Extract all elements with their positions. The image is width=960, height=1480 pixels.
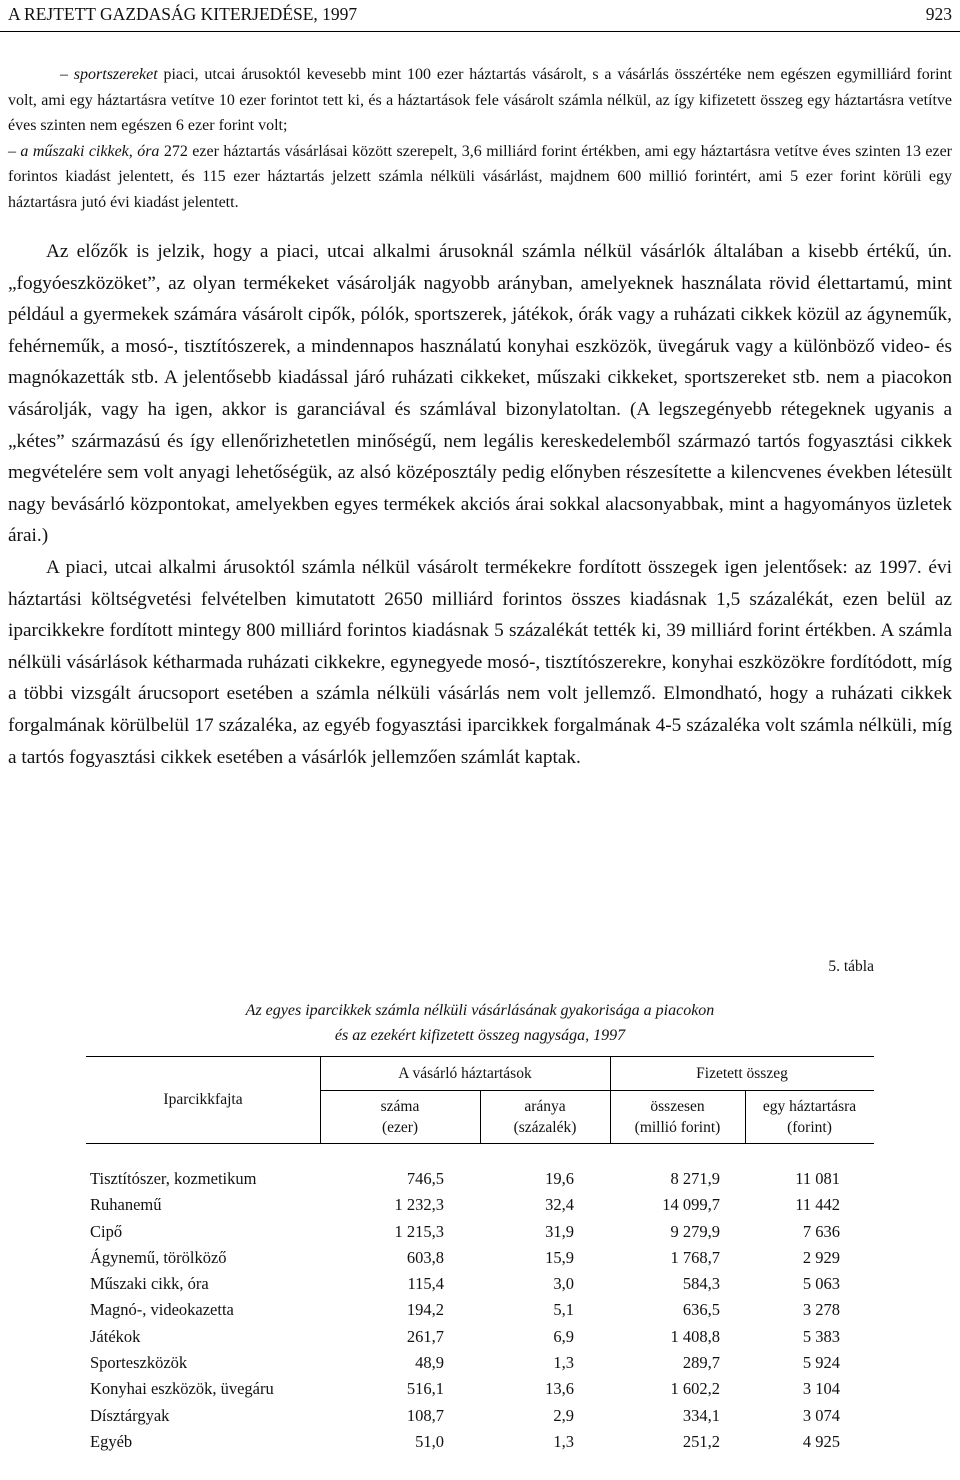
cell-number: 516,1 (406, 1379, 444, 1399)
cell-share: 32,4 (545, 1195, 574, 1215)
cell-number: 48,9 (415, 1353, 444, 1373)
table-row (86, 1297, 840, 1323)
cell-per-household: 11 442 (795, 1195, 840, 1215)
col-header-unit: (forint) (787, 1119, 832, 1136)
cell-number: 51,0 (415, 1431, 444, 1451)
cell-total: 1 602,2 (670, 1379, 720, 1399)
cell-total: 14 099,7 (662, 1195, 720, 1215)
cell-total: 8 271,9 (670, 1169, 720, 1188)
table-body (86, 1166, 840, 1455)
cell-number: 108,7 (406, 1405, 444, 1425)
running-title: A REJTETT GAZDASÁG KITERJEDÉSE, 1997 (8, 4, 358, 24)
col-header-unit: (százalék) (513, 1119, 577, 1136)
cell-total: 334,1 (682, 1405, 720, 1425)
body-paragraph: Az előzők is jelzik, hogy a piaci, utcai alkalmi árusoknál számla nélkül vásárlók általában a kisebb értékű, ún. „fogyóeszközöket”, az olyan termékeket vásárolják nagyobb arányban, amelyeknek használata rövid élettartamú, mint például a gyermekek számára vásárolt cipők, pólók, sportszerek, játékok, órák vagy a ruházati cikkek közül az ágyneműk, fehérneműk, a mosó-, tisztítószerek, a mindennapos használatú konyhai eszközök, üvegáruk vagy a különböző video- és magnókazetták stb. A jelentősebb kiadással járó ruházati cikkeket, műszaki cikkeket, sportszereket stb. nem a piacokon vásárolják, vagy ha igen, akkor is garanciával és számlával bizonylatoltan. (A legszegényebb rétegeknek ugyanis a „kétes” származású és így ellenőrizhetetlen minőségű, nem legális kereskedelemből származó tartós fogyasztási cikkek megvételére sem volt anyagi lehetőségük, az alsó középosztály pedig előnyben részesítette a kilencvenes években létesült nagy bevásárló központokat, amelyekben egyes termékek akciós árai sokkal alacsonyabbak, mint a hagyományos üzletek árai.) (8, 241, 952, 547)
table-top-rule (86, 1056, 874, 1057)
data-table (86, 1166, 840, 1455)
col-header-share (480, 1096, 610, 1138)
table-row (86, 1192, 840, 1218)
cell-per-household: 3 278 (802, 1300, 840, 1320)
cell-per-household: 7 636 (802, 1221, 840, 1241)
row-label: Műszaki cikk, óra (90, 1274, 209, 1294)
cell-number: 194,2 (406, 1300, 444, 1320)
col-header-total (610, 1096, 745, 1138)
cell-number: 261,7 (406, 1326, 444, 1346)
row-label: Játékok (90, 1326, 141, 1346)
stub-header: Iparcikkfajta (163, 1091, 243, 1108)
table-caption-line-2: és az ezekért kifizetett összeg nagysága, 1997 (334, 1027, 626, 1044)
italic-lead: – sportszereket (60, 66, 158, 83)
cell-total: 1 768,7 (670, 1247, 720, 1267)
cell-share: 19,6 (545, 1169, 574, 1188)
col-header-number (320, 1096, 480, 1138)
group-header-amount: Fizetett összeg (696, 1065, 788, 1082)
row-label: Cipő (90, 1221, 123, 1241)
cell-per-household: 11 081 (795, 1169, 840, 1188)
table-row (86, 1350, 840, 1376)
table-row (86, 1403, 840, 1429)
cell-number: 1 215,3 (394, 1221, 444, 1241)
row-label: Egyéb (90, 1431, 133, 1451)
cell-share: 3,0 (553, 1274, 574, 1294)
row-label: Ágynemű, törölköző (90, 1247, 227, 1267)
cell-per-household: 2 929 (802, 1247, 840, 1267)
cell-per-household: 4 925 (802, 1431, 840, 1451)
running-header (0, 0, 960, 32)
table-row (86, 1245, 840, 1271)
cell-per-household: 5 383 (802, 1326, 840, 1346)
table-caption-line-1: Az egyes iparcikkek számla nélküli vásárlásának gyakorisága a piacokon (245, 1002, 715, 1019)
cell-share: 5,1 (553, 1300, 574, 1320)
cell-per-household: 3 074 (802, 1405, 840, 1425)
row-label: Tisztítószer, kozmetikum (90, 1169, 257, 1188)
cell-total: 584,3 (682, 1274, 720, 1294)
cell-share: 1,3 (553, 1431, 574, 1451)
table-label: 5. tábla (828, 958, 874, 975)
list-paragraph (8, 62, 952, 139)
paragraph-text: 272 ezer háztartás vásárlásai között szerepelt, 3,6 milliárd forint értékben, ami egy háztartásra vetítve éves szinten 13 ezer forintos kiadást jelentett, és 115 ezer háztartás jelzett számla nélküli vásárlást, majdnem 600 millió forintért, ami 5 ezer forint körüli egy háztartásra jutó évi kiadást jelentett. (8, 142, 952, 211)
col-header-unit: (ezer) (381, 1119, 419, 1136)
col-header-unit: (millió forint) (634, 1119, 721, 1136)
cell-share: 15,9 (545, 1247, 574, 1267)
cell-per-household: 3 104 (802, 1379, 840, 1399)
cell-per-household: 5 924 (802, 1353, 840, 1373)
col-header-line: egy háztartásra (762, 1098, 857, 1115)
cell-number: 1 232,3 (394, 1195, 444, 1215)
col-header-line: aránya (524, 1098, 566, 1115)
cell-total: 251,2 (682, 1431, 720, 1451)
cell-share: 2,9 (553, 1405, 574, 1425)
table-group-rule (320, 1090, 874, 1091)
cell-total: 9 279,9 (670, 1221, 720, 1241)
table-row (86, 1429, 840, 1455)
cell-number: 746,5 (406, 1169, 444, 1188)
cell-share: 1,3 (553, 1353, 574, 1373)
italic-lead: – a műszaki cikkek, óra (8, 142, 160, 160)
cell-total: 636,5 (682, 1300, 720, 1320)
group-header-households: A vásárló háztartások (398, 1065, 532, 1082)
list-paragraphs (8, 62, 952, 216)
cell-number: 603,8 (406, 1247, 444, 1267)
col-header-line: száma (380, 1098, 420, 1115)
table-header-rule (86, 1143, 874, 1144)
row-label: Ruhanemű (90, 1195, 162, 1215)
cell-share: 31,9 (545, 1221, 574, 1241)
cell-number: 115,4 (407, 1274, 444, 1294)
cell-total: 1 408,8 (670, 1326, 720, 1346)
col-header-line: összesen (650, 1098, 705, 1115)
row-label: Konyhai eszközök, üvegáru (90, 1379, 274, 1399)
cell-total: 289,7 (682, 1353, 720, 1373)
table-row (86, 1271, 840, 1297)
cell-per-household: 5 063 (802, 1274, 840, 1294)
paragraph-text: piaci, utcai árusoktól kevesebb mint 100 ezer háztartás vásárolt, s a vásárlás összértéke nem egészen egymilliárd forint volt, ami egy háztartásra vetítve 10 ezer forintot tett ki, és a háztartások fele vásárolt számla nélkül, az így kifizetett összeg egy háztartásra vetítve éves szinten nem egészen 6 ezer forint volt; (8, 66, 952, 135)
table-row (86, 1219, 840, 1245)
cell-share: 6,9 (553, 1326, 574, 1346)
table-row (86, 1324, 840, 1350)
body-paragraph: A piaci, utcai alkalmi árusoktól számla nélkül vásárolt termékekre fordított összegek igen jelentősek: az 1997. évi háztartási költségvetési felvételben kimutatott 2650 milliárd forintos összes kiadásnak 1,5 százalékát, ezen belül az iparcikkekre fordított mintegy 800 milliárd forintos kiadásnak 5 százalékát tették ki, 39 milliárd forint értékben. A számla nélküli vásárlások kétharmada ruházati cikkekre, egynegyede mosó-, tisztítószerekre, konyhai eszközökre fordítódott, míg a többi vizsgált árucsoport esetében a számla nélküli vásárlás nem volt jellemző. Elmondható, hogy a ruházati cikkek forgalmának körülbelül 17 százaléka, az egyéb fogyasztási iparcikkek forgalmának 4-5 százaléka volt számla nélküli, míg a tartós fogyasztási cikkek esetében a vásárlók jellemzően számlát kaptak. (8, 556, 952, 768)
page-number: 923 (925, 4, 952, 24)
col-header-per-household (745, 1096, 874, 1138)
row-label: Sporteszközök (90, 1353, 188, 1373)
table-row (86, 1376, 840, 1402)
table-row (86, 1166, 840, 1192)
row-label: Dísztárgyak (90, 1405, 170, 1425)
list-paragraph (8, 139, 952, 216)
cell-share: 13,6 (545, 1379, 574, 1399)
body-text (8, 236, 952, 773)
row-label: Magnó-, videokazetta (90, 1300, 234, 1320)
